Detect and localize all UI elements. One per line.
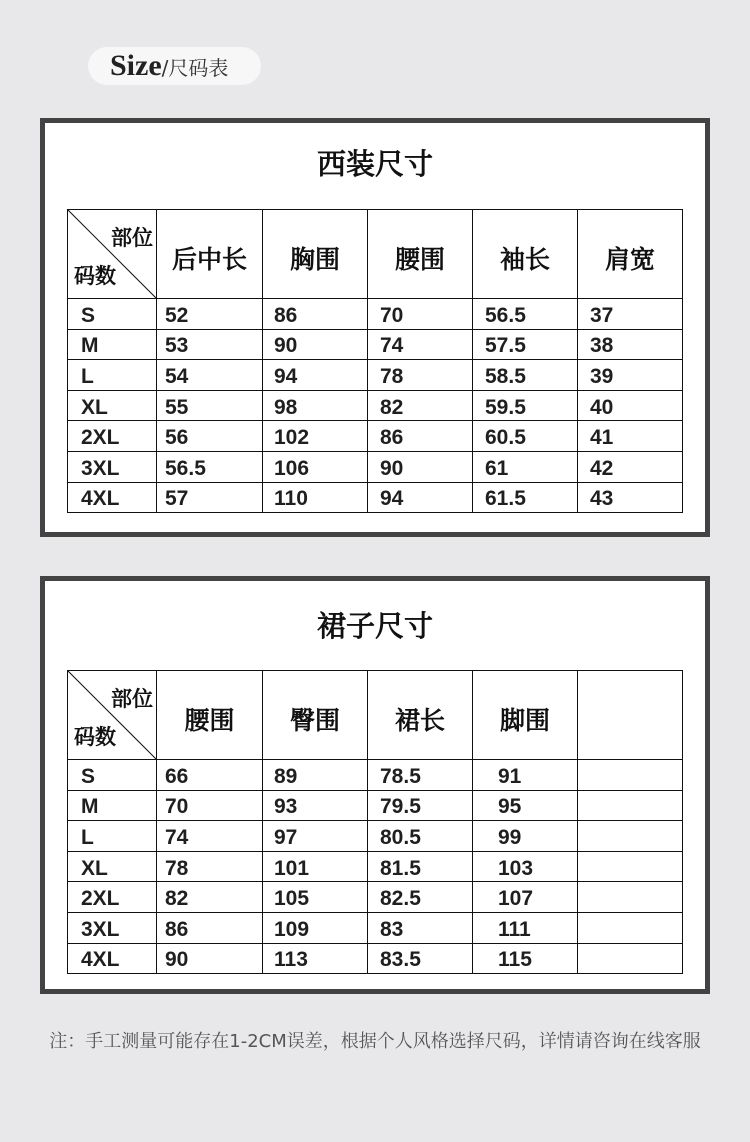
corner-header-cell	[68, 210, 157, 299]
size-cell: 3XL	[68, 913, 157, 944]
suit-size-table	[67, 209, 683, 513]
measurement-cell: 57.5	[473, 330, 578, 361]
measurement-cell: 111	[473, 913, 578, 944]
measurement-cell: 53	[157, 330, 263, 361]
measurement-cell: 40	[578, 391, 683, 422]
measurement-cell: 115	[473, 944, 578, 975]
size-cell: XL	[68, 852, 157, 883]
corner-header-cell	[68, 671, 157, 760]
size-cell: S	[68, 760, 157, 791]
column-header: 脚围	[473, 671, 578, 760]
corner-label-part: 部位	[111, 687, 153, 711]
measurement-cell: 107	[473, 882, 578, 913]
column-header: 裙长	[368, 671, 473, 760]
measurement-cell: 79.5	[368, 791, 473, 822]
measurement-note: 注：手工测量可能存在1-2CM误差，根据个人风格选择尺码，详情请咨询在线客服	[49, 1031, 701, 1052]
column-header: 肩宽	[578, 210, 683, 299]
measurement-cell: 56	[157, 421, 263, 452]
measurement-cell: 97	[263, 821, 368, 852]
measurement-cell: 81.5	[368, 852, 473, 883]
measurement-cell: 74	[368, 330, 473, 361]
measurement-cell: 113	[263, 944, 368, 975]
measurement-cell: 70	[157, 791, 263, 822]
size-cell: 3XL	[68, 452, 157, 483]
measurement-cell	[578, 791, 683, 822]
measurement-cell: 56.5	[473, 299, 578, 330]
skirt-size-panel	[40, 576, 710, 994]
measurement-cell: 39	[578, 360, 683, 391]
measurement-cell	[578, 852, 683, 883]
measurement-cell: 66	[157, 760, 263, 791]
measurement-cell: 89	[263, 760, 368, 791]
measurement-cell: 103	[473, 852, 578, 883]
measurement-cell: 109	[263, 913, 368, 944]
measurement-cell: 95	[473, 791, 578, 822]
measurement-cell: 91	[473, 760, 578, 791]
suit-size-panel	[40, 118, 710, 537]
measurement-cell: 42	[578, 452, 683, 483]
measurement-cell: 83	[368, 913, 473, 944]
measurement-cell: 86	[368, 421, 473, 452]
measurement-cell: 105	[263, 882, 368, 913]
measurement-cell: 86	[157, 913, 263, 944]
size-cell: 2XL	[68, 882, 157, 913]
column-header: 腰围	[157, 671, 263, 760]
measurement-cell: 98	[263, 391, 368, 422]
size-cell: S	[68, 299, 157, 330]
size-cell: XL	[68, 391, 157, 422]
measurement-cell	[578, 821, 683, 852]
column-header: 后中长	[157, 210, 263, 299]
size-cell: L	[68, 821, 157, 852]
measurement-cell: 78	[368, 360, 473, 391]
column-header: 胸围	[263, 210, 368, 299]
corner-label-part: 部位	[111, 226, 153, 250]
measurement-cell: 59.5	[473, 391, 578, 422]
measurement-cell: 90	[368, 452, 473, 483]
size-chart-label: /尺码表	[161, 55, 229, 80]
size-label: Size	[110, 49, 162, 82]
panel-title: 西装尺寸	[316, 147, 433, 181]
measurement-cell: 61.5	[473, 483, 578, 514]
skirt-size-table	[67, 670, 683, 974]
column-header: 腰围	[368, 210, 473, 299]
measurement-cell: 101	[263, 852, 368, 883]
column-header: 袖长	[473, 210, 578, 299]
measurement-cell: 52	[157, 299, 263, 330]
measurement-cell	[578, 760, 683, 791]
measurement-cell: 43	[578, 483, 683, 514]
measurement-cell: 78	[157, 852, 263, 883]
measurement-cell: 80.5	[368, 821, 473, 852]
measurement-cell: 86	[263, 299, 368, 330]
measurement-cell	[578, 882, 683, 913]
measurement-cell: 102	[263, 421, 368, 452]
measurement-cell: 83.5	[368, 944, 473, 975]
corner-label-size: 码数	[74, 725, 116, 749]
size-cell: 4XL	[68, 483, 157, 514]
measurement-cell: 54	[157, 360, 263, 391]
column-header	[578, 671, 683, 760]
measurement-cell: 82.5	[368, 882, 473, 913]
measurement-cell: 41	[578, 421, 683, 452]
measurement-cell: 110	[263, 483, 368, 514]
measurement-cell: 56.5	[157, 452, 263, 483]
measurement-cell: 90	[157, 944, 263, 975]
column-header: 臀围	[263, 671, 368, 760]
measurement-cell: 82	[157, 882, 263, 913]
corner-label-size: 码数	[74, 264, 116, 288]
measurement-cell: 58.5	[473, 360, 578, 391]
size-cell: M	[68, 330, 157, 361]
size-cell: 2XL	[68, 421, 157, 452]
measurement-cell: 38	[578, 330, 683, 361]
measurement-cell: 78.5	[368, 760, 473, 791]
size-cell: M	[68, 791, 157, 822]
measurement-cell: 94	[368, 483, 473, 514]
measurement-cell: 37	[578, 299, 683, 330]
measurement-cell: 94	[263, 360, 368, 391]
size-chart-badge	[88, 47, 261, 85]
measurement-cell: 74	[157, 821, 263, 852]
measurement-cell: 93	[263, 791, 368, 822]
size-cell: L	[68, 360, 157, 391]
measurement-cell: 106	[263, 452, 368, 483]
measurement-cell	[578, 913, 683, 944]
measurement-cell: 82	[368, 391, 473, 422]
panel-title: 裙子尺寸	[316, 609, 433, 643]
measurement-cell: 55	[157, 391, 263, 422]
measurement-cell: 70	[368, 299, 473, 330]
measurement-cell: 90	[263, 330, 368, 361]
measurement-cell	[578, 944, 683, 975]
measurement-cell: 57	[157, 483, 263, 514]
measurement-cell: 99	[473, 821, 578, 852]
size-cell: 4XL	[68, 944, 157, 975]
measurement-cell: 60.5	[473, 421, 578, 452]
measurement-cell: 61	[473, 452, 578, 483]
